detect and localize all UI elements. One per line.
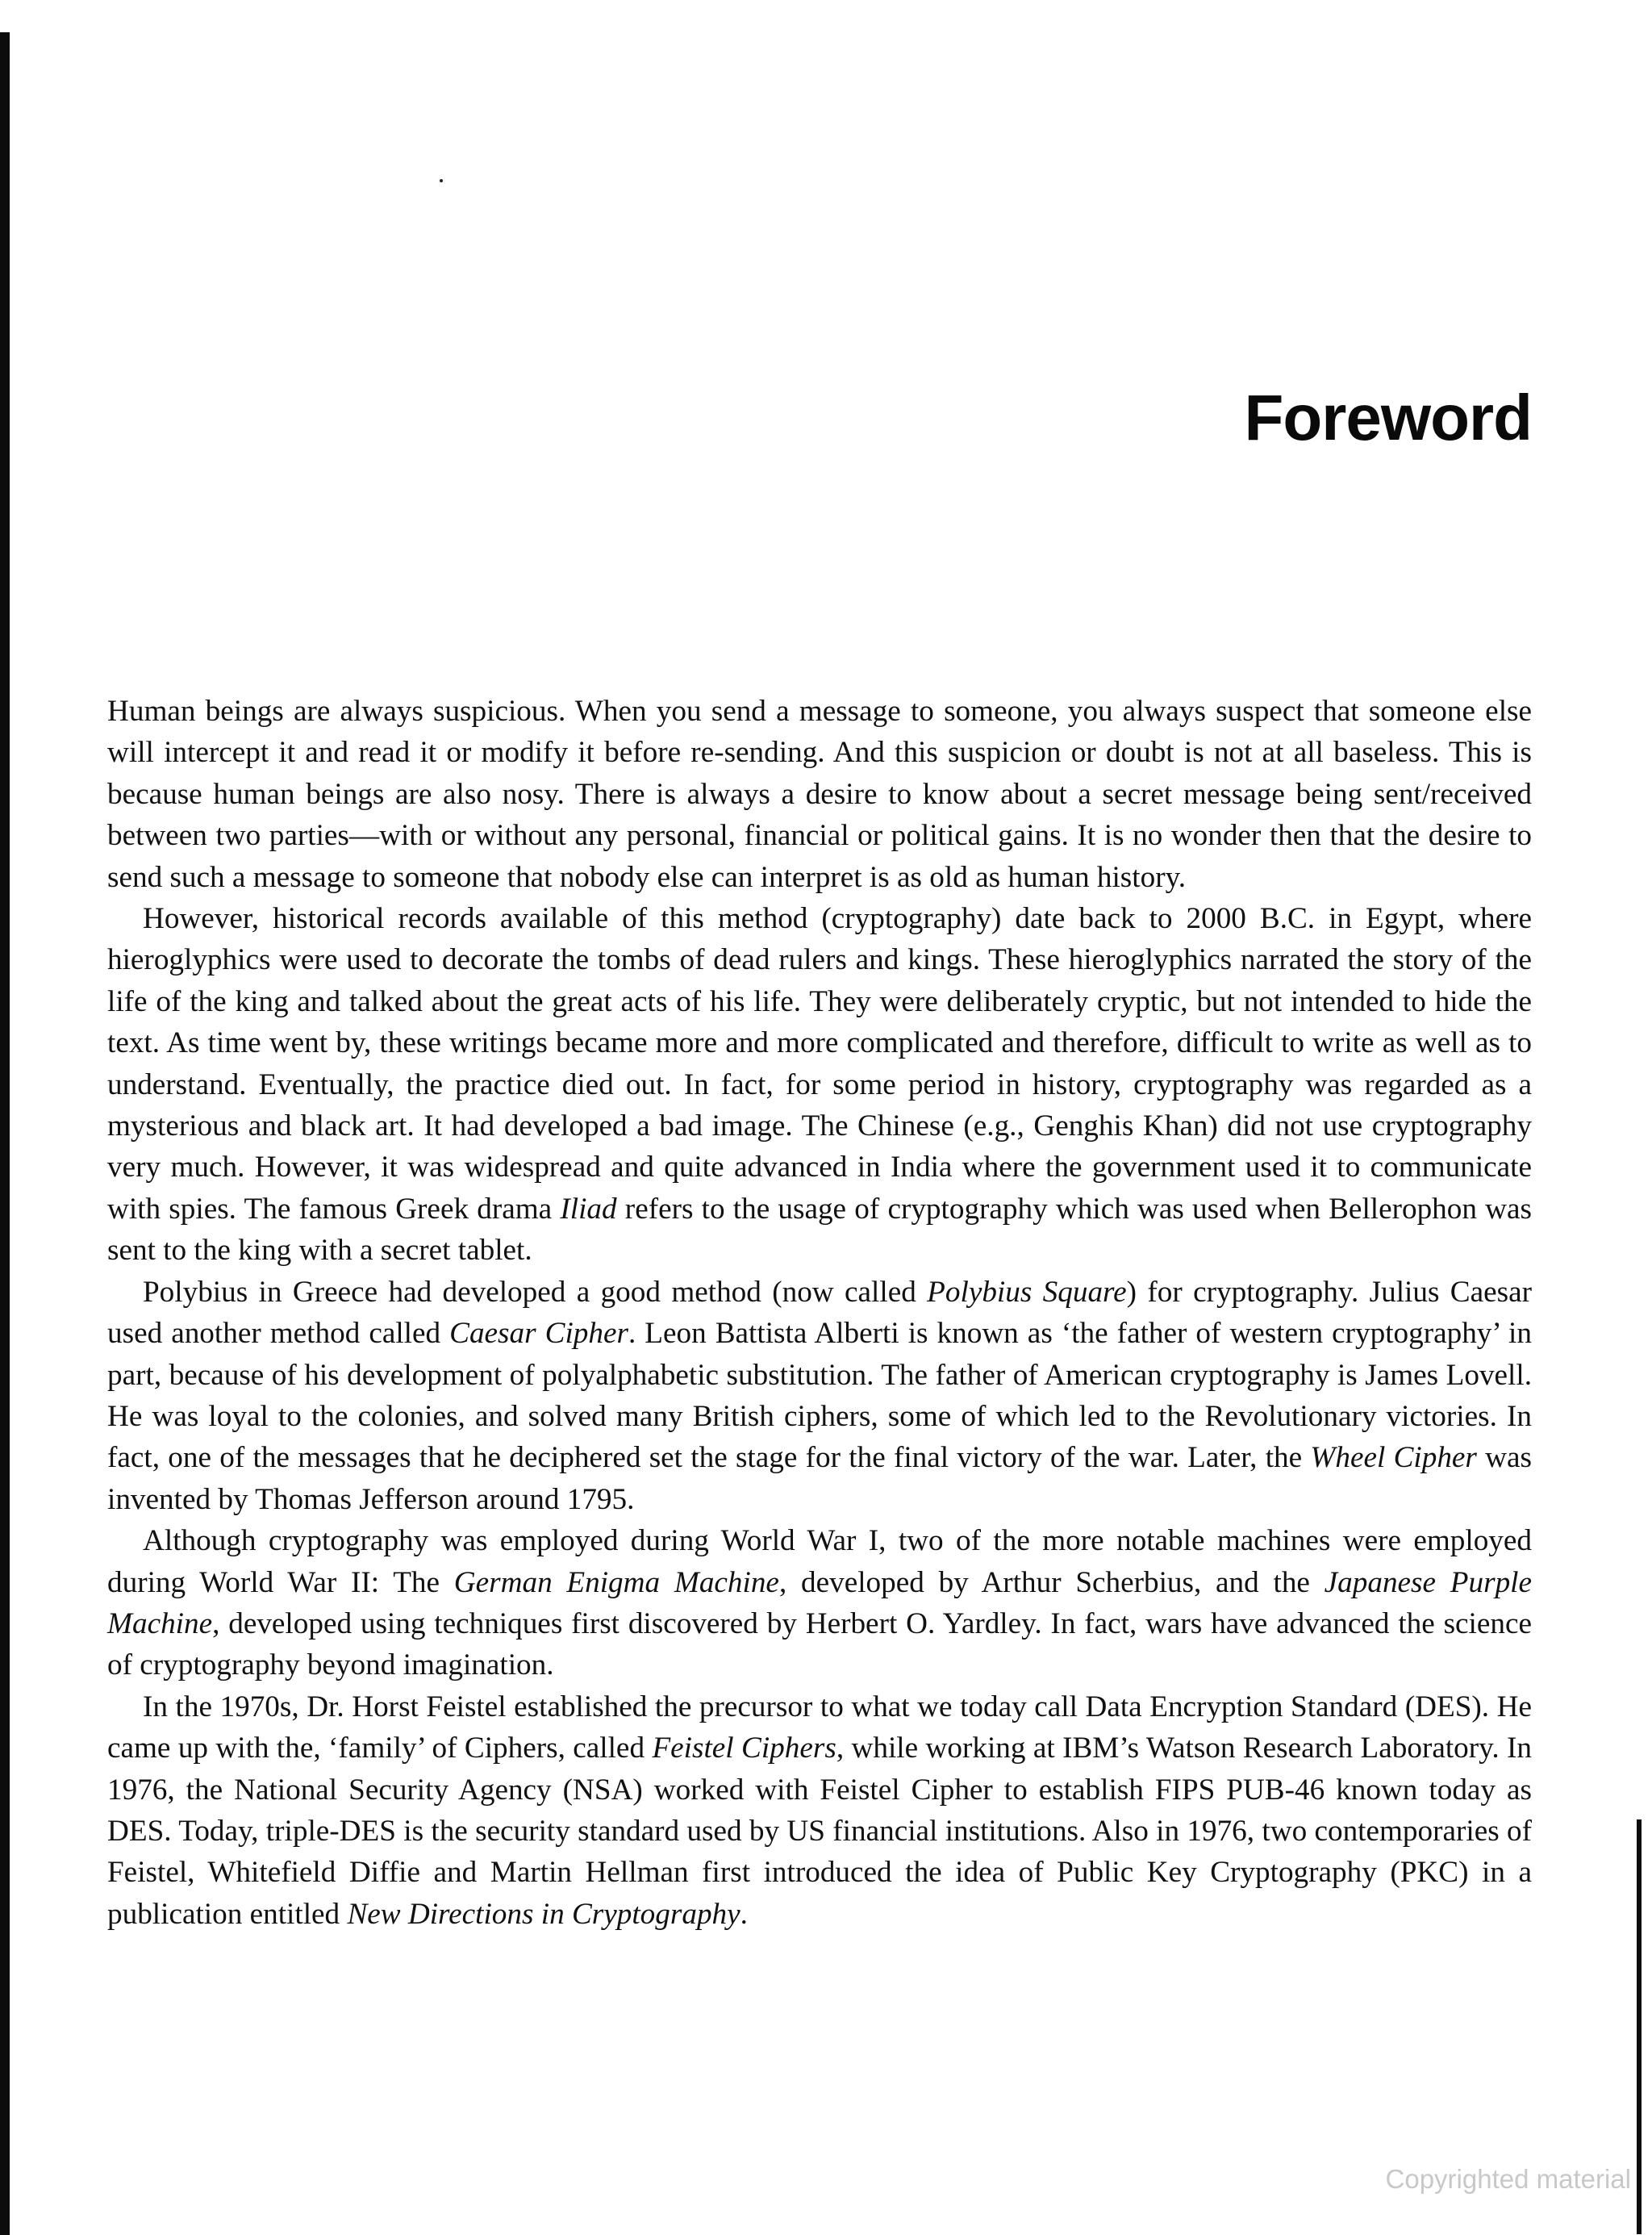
paragraph: Human beings are always suspicious. When you send a message to someone, you always suspect that someone else will intercept it and read it or modify it before re-sending. And this suspicion or doubt is not at all baseless. This is because human beings are also nosy. There is always a desire to know about a secret message being sent/received between two parties—with or without any personal, financial or political gains. It is no wonder then that the desire to send such a message to someone that nobody else can interpret is as old as human history. <box>107 695 1532 894</box>
scan-speck <box>440 179 443 182</box>
scan-edge-left <box>0 32 10 2235</box>
paragraph: Polybius in Greece had developed a good method (now called Polybius Square) for cryptography. Julius Caesar used another method called Caesar Cipher. Leon Battista Alberti is known as ‘the father of western cryptography’ in part, because of his development of polyalphabetic substitution. The father of American cryptography is James Lovell. He was loyal to the colonies, and solved many British ciphers, some of which led to the Revolutionary victories. In fact, one of the messages that he deciphered set the stage for the final victory of the war. Later, the Wheel Cipher was invented by Thomas Jefferson around 1795. <box>107 1275 1532 1516</box>
italic-term: Feistel Ciphers <box>652 1732 836 1765</box>
italic-term: German Enigma Machine <box>453 1565 779 1599</box>
body-text <box>107 691 1532 1935</box>
italic-term: Caesar Cipher <box>449 1317 628 1351</box>
paragraph: In the 1970s, Dr. Horst Feistel established the precursor to what we today call Data Encryption Standard (DES). He came up with the, ‘family’ of Ciphers, called Feistel Ciphers, while working at IBM’s Watson Research Laboratory. In 1976, the National Security Agency (NSA) worked with Feistel Cipher to establish FIPS PUB-46 known today as DES. Today, triple-DES is the security standard used by US financial institutions. Also in 1976, two contemporaries of Feistel, Whitefield Diffie and Martin Hellman first introduced the idea of Public Key Cryptography (PKC) in a publication entitled New Directions in Cryptography. <box>107 1690 1532 1931</box>
paragraph: However, historical records available of this method (cryptography) date back to 2000 B.C. in Egypt, where hieroglyphics were used to decorate the tombs of dead rulers and kings. These hieroglyphics narrated the story of the life of the king and talked about the great acts of his life. They were deliberately cryptic, but not intended to hide the text. As time went by, these writings became more and more complicated and therefore, difficult to write as well as to understand. Eventually, the practice died out. In fact, for some period in history, cryptography was regarded as a mysterious and black art. It had developed a bad image. The Chinese (e.g., Genghis Khan) did not use cryptography very much. However, it was widespread and quite advanced in India where the government used it to communicate with spies. The famous Greek drama Iliad refers to the usage of cryptography which was used when Bellerophon was sent to the king with a secret tablet. <box>107 902 1532 1268</box>
italic-term: Iliad <box>560 1192 617 1226</box>
scan-edge-right <box>1637 1819 1642 2234</box>
italic-term: Japanese Purple Machine <box>107 1565 1532 1640</box>
italic-term: New Directions in Cryptography <box>347 1897 740 1931</box>
page-title: Foreword <box>1244 382 1532 453</box>
italic-term: Polybius Square <box>927 1275 1127 1309</box>
paragraph: Although cryptography was employed during World War I, two of the more notable machines were employed during World War II: The German Enigma Machine, developed by Arthur Scherbius, and the Japanese Purple Machine, developed using techniques first discovered by Herbert O. Yardley. In fact, wars have advanced the science of cryptography beyond imagination. <box>107 1524 1532 1682</box>
italic-term: Wheel Cipher <box>1310 1441 1477 1475</box>
copyright-watermark: Copyrighted material <box>1385 2164 1631 2194</box>
